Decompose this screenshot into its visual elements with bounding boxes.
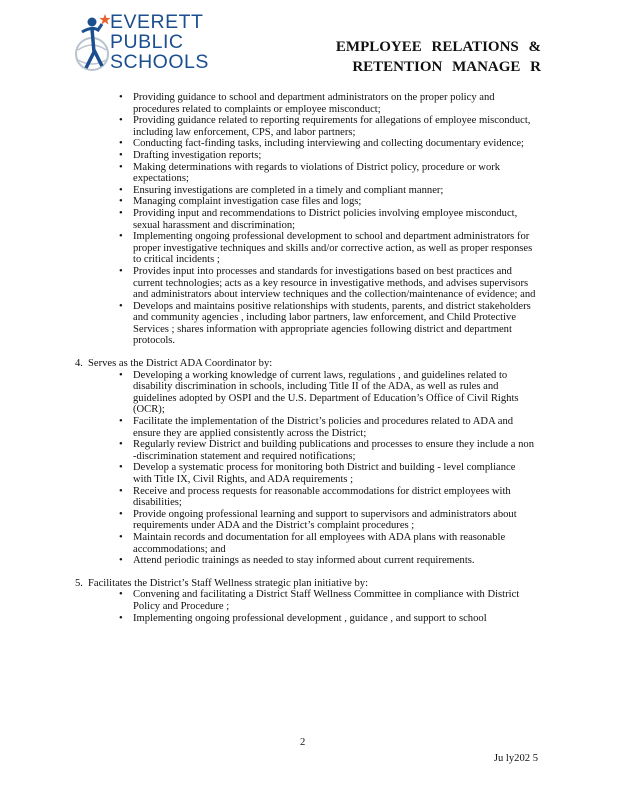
list-item: • Provides input into processes and standards for investigations based on best practices and current technologies; acts as a key resource in investigative methods, and advises supervisors and administrators about interview techniques and the collection/maintenance of evidence; and (119, 265, 536, 301)
list-item: • Regularly review District and building publications and processes to ensure they include a non -discrimination statement and required notifications; (119, 439, 534, 462)
list-item: • Developing a working knowledge of current laws, regulations , and guidelines related to disability discrimination in schools, including Title II of the ADA, as well as rules and guidelines adopted by OSPI and the U.S. Department of Education’s Office of Civil Rights (OCR); (119, 369, 519, 416)
bullet-icon: • (119, 416, 123, 428)
list-item: • Ensuring investigations are completed in a timely and compliant manner; (119, 184, 444, 196)
list-item: • Providing input and recommendations to District policies involving employee misconduct, sexual harassment and discrimination; (119, 207, 518, 231)
list-item: • Providing guidance related to reporting requirements for allegations of employee misconduct, including law enforcement, CPS, and labor partners; (119, 115, 531, 138)
list-item: • Facilitate the implementation of the District’s policies and procedures related to ADA and ensure they are applied consistently across the District; (119, 416, 514, 439)
bullet-icon: • (119, 265, 123, 277)
district-logo (72, 10, 247, 82)
wellness-duties-list (0, 589, 618, 624)
title-line-1: EMPLOYEE RELATIONS & (335, 39, 541, 55)
list-item: • Implementing ongoing professional development , guidance , and support to school (119, 612, 487, 624)
bullet-icon: • (119, 161, 123, 173)
bullet-icon: • (119, 439, 123, 451)
logo-line-1: EVERETT (110, 11, 204, 33)
bullet-icon: • (119, 92, 123, 103)
list-item: • Making determinations with regards to violations of District policy, procedure or work expectations; (119, 161, 501, 185)
document-title (336, 37, 541, 77)
section-text: Facilitates the District’s Staff Wellness strategic plan initiative by: (88, 577, 369, 589)
section-text: Serves as the District ADA Coordinator by: (88, 358, 273, 370)
list-item: • Attend periodic trainings as needed to stay informed about current requirements. (119, 555, 475, 567)
bullet-icon: • (119, 138, 123, 150)
logo-wordmark (110, 12, 209, 72)
logo-emblem-icon (72, 10, 112, 80)
bullet-icon: • (119, 462, 123, 474)
section-4-heading (0, 358, 618, 370)
bullet-icon: • (119, 196, 123, 208)
bullet-icon: • (119, 184, 123, 196)
logo-line-2: PUBLIC (110, 31, 184, 53)
list-item: • Provide ongoing professional learning and support to supervisors and administrators about requirements under ADA and the District’s complaint procedures ; (119, 508, 517, 532)
bullet-icon: • (119, 555, 123, 567)
title-line-2: RETENTION MANAGE R (352, 59, 541, 75)
bullet-icon: • (119, 485, 123, 497)
bullet-icon: • (119, 612, 123, 624)
section-5-heading (0, 578, 618, 590)
ada-duties-list (0, 370, 618, 567)
page-number: 2 (300, 737, 306, 748)
bullet-icon: • (119, 531, 123, 543)
list-item: • Convening and facilitating a District Staff Wellness Committee in compliance with District Policy and Procedure ; (119, 589, 520, 612)
list-item: • Drafting investigation reports; (119, 149, 262, 161)
bullet-icon: • (119, 115, 123, 127)
investigation-duties-list (0, 92, 618, 347)
bullet-icon: • (119, 508, 123, 520)
bullet-icon: • (119, 149, 123, 161)
document-body (0, 92, 618, 624)
list-item: • Managing complaint investigation case files and logs; (119, 196, 362, 208)
list-item: • Conducting fact-finding tasks, including interviewing and collecting documentary evidence; (119, 138, 524, 150)
bullet-icon: • (119, 300, 123, 312)
list-item: • Providing guidance to school and department administrators on the proper policy and procedures related to complaints or employee misconduct; (119, 92, 495, 115)
bullet-icon: • (119, 589, 123, 601)
list-item: • Maintain records and documentation for all employees with ADA plans with reasonable accommodations; and (119, 531, 506, 555)
list-item: • Receive and process requests for reasonable accommodations for district employees with disabilities; (119, 485, 511, 509)
bullet-icon: • (119, 207, 123, 219)
list-item: • Develop a systematic process for monitoring both District and building - level compliance with Title IX, Civil Rights, and ADA requirements ; (119, 462, 516, 485)
revision-date: Ju ly202 5 (493, 753, 538, 764)
list-item: • Implementing ongoing professional development to school and department administrators for proper investigative techniques and skills and/or corrective action, as well as proper responses to critical incidents ; (119, 231, 533, 266)
logo-line-3: SCHOOLS (110, 51, 209, 73)
bullet-icon: • (119, 231, 123, 243)
bullet-icon: • (119, 369, 123, 381)
section-number: 4. (75, 358, 83, 370)
list-item: • Develops and maintains positive relationships with students, parents, and district stakeholders and community agencies , including labor partners, law enforcement, and Child Protective Services ; shares information with appropriate agencies following district and department protocols. (119, 300, 531, 347)
section-number: 5. (75, 577, 83, 589)
